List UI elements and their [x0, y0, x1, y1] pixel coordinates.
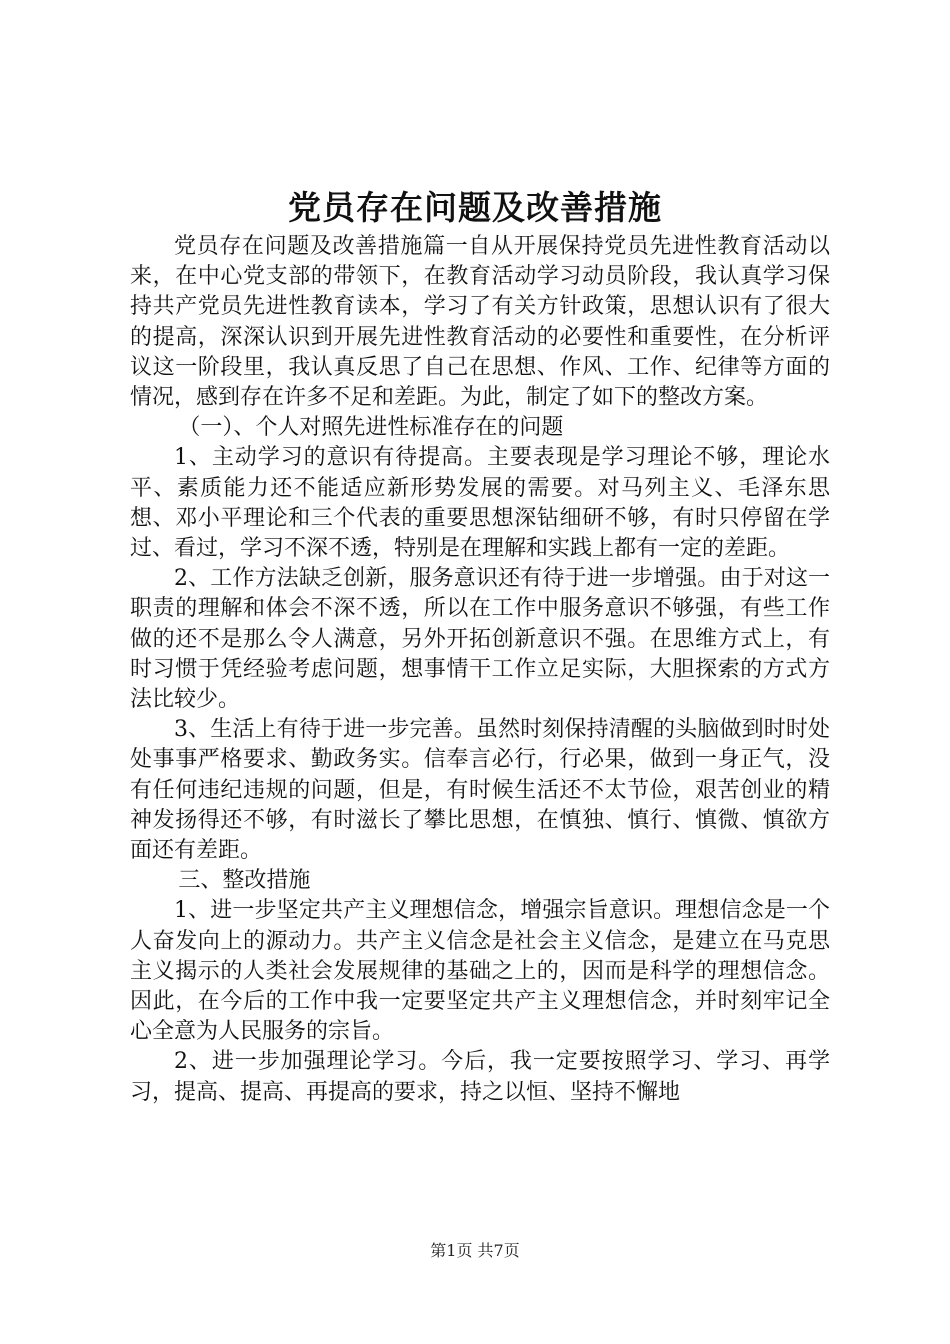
paragraph-problem-1: 1、主动学习的意识有待提高。主要表现是学习理论不够，理论水平、素质能力还不能适应新形势发展的需要。对马列主义、毛泽东思想、邓小平理论和三个代表的重要思想深钻细研不够，有时只停留在学过、看过，学习不深不透，特别是在理解和实践上都有一定的差距。	[130, 445, 830, 562]
paragraph-problem-3: 3、生活上有待于进一步完善。虽然时刻保持清醒的头脑做到时时处处事事严格要求、勤政务实。信奉言必行，行必果，做到一身正气，没有任何违纪违规的问题，但是，有时候生活还不太节俭，艰苦创业的精神发扬得还不够，有时滋长了攀比思想，在慎独、慎行、慎微、慎欲方面还有差距。	[130, 717, 830, 864]
section-heading-measures: 三、整改措施	[178, 868, 311, 894]
paragraph-problem-2: 2、工作方法缺乏创新，服务意识还有待于进一步增强。由于对这一职责的理解和体会不深不透，所以在工作中服务意识不够强，有些工作做的还不是那么令人满意，另外开拓创新意识不强。在思维方式上，有时习惯于凭经验考虑问题，想事情干工作立足实际，大胆探索的方式方法比较少。	[130, 566, 830, 713]
paragraph-measure-2: 2、进一步加强理论学习。今后，我一定要按照学习、学习、再学习，提高、提高、再提高的要求，持之以恒、坚持不懈地	[130, 1049, 830, 1105]
document-body	[130, 232, 830, 1108]
paragraph-measure-1: 1、进一步坚定共产主义理想信念，增强宗旨意识。理想信念是一个人奋发向上的源动力。共产主义信念是社会主义信念，是建立在马克思主义揭示的人类社会发展规律的基础之上的，因而是科学的理想信念。因此，在今后的工作中我一定要坚定共产主义理想信念，并时刻牢记全心全意为人民服务的宗旨。	[130, 898, 830, 1045]
document-title: 党员存在问题及改善措施	[288, 188, 662, 227]
section-heading-problems: （一）、个人对照先进性标准存在的问题	[178, 415, 564, 441]
page-footer: 第1页 共7页	[430, 1241, 520, 1260]
paragraph-intro: 党员存在问题及改善措施篇一自从开展保持党员先进性教育活动以来，在中心党支部的带领下，在教育活动学习动员阶段，我认真学习保持共产党员先进性教育读本，学习了有关方针政策，思想认识有了很大的提高，深深认识到开展先进性教育活动的必要性和重要性，在分析评议这一阶段里，我认真反思了自己在思想、作风、工作、纪律等方面的情况，感到存在许多不足和差距。为此，制定了如下的整改方案。	[130, 234, 830, 411]
